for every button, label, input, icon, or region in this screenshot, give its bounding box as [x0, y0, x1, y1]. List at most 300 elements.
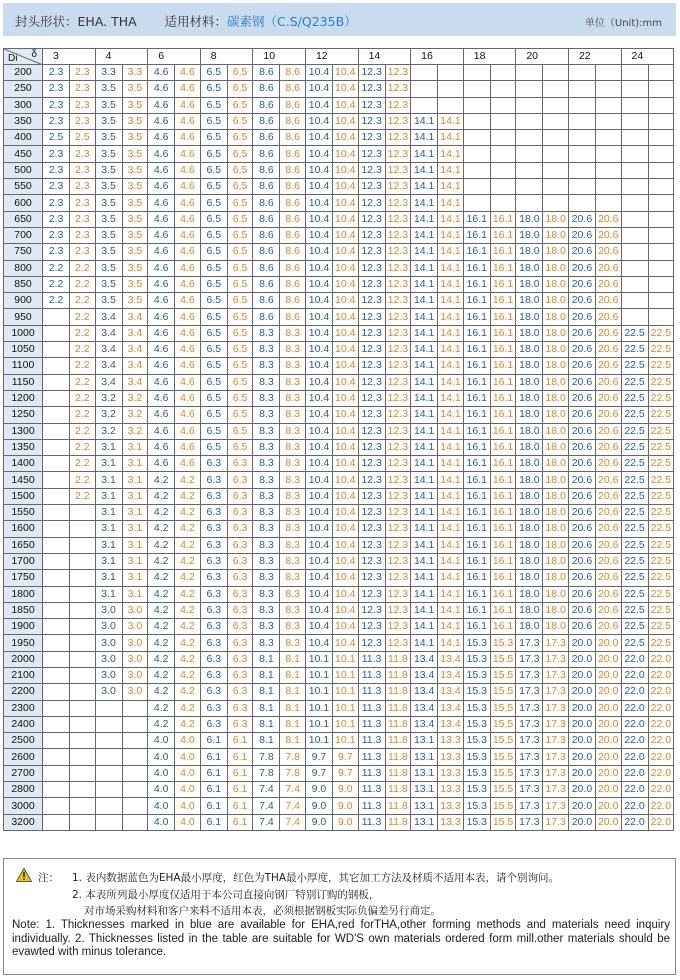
eha-cell: 4.6: [148, 162, 175, 178]
eha-cell: 8.6: [253, 162, 280, 178]
eha-cell: 10.4: [305, 570, 332, 586]
thickness-header: 8: [200, 49, 253, 65]
tha-cell: 4.6: [175, 97, 201, 113]
eha-cell: [463, 179, 490, 195]
tha-cell: 3.3: [122, 65, 148, 81]
tha-cell: 15.5: [490, 667, 516, 683]
eha-cell: 10.4: [305, 488, 332, 504]
tha-cell: [490, 81, 516, 97]
tha-cell: 13.4: [438, 667, 464, 683]
table-row: [4, 765, 674, 781]
eha-cell: 6.3: [200, 537, 227, 553]
tha-cell: 8.3: [280, 521, 306, 537]
di-cell: 2200: [4, 684, 43, 700]
eha-cell: 7.8: [253, 765, 280, 781]
eha-cell: 3.5: [95, 260, 122, 276]
tha-cell: 8.1: [280, 716, 306, 732]
di-cell: 750: [4, 244, 43, 260]
eha-cell: [43, 716, 70, 732]
tha-cell: 15.5: [490, 782, 516, 798]
eha-cell: [43, 798, 70, 814]
tha-cell: 16.1: [490, 244, 516, 260]
eha-cell: 10.4: [305, 195, 332, 211]
eha-cell: 8.3: [253, 374, 280, 390]
tha-cell: 12.3: [385, 211, 411, 227]
tha-cell: 14.1: [438, 635, 464, 651]
table-row: [4, 342, 674, 358]
eha-cell: 8.3: [253, 472, 280, 488]
tha-cell: [70, 635, 96, 651]
eha-cell: 10.1: [305, 651, 332, 667]
tha-cell: 8.6: [280, 81, 306, 97]
tha-cell: 8.3: [280, 456, 306, 472]
tha-cell: 2.2: [70, 260, 96, 276]
eha-cell: 20.6: [568, 211, 595, 227]
eha-cell: [621, 162, 648, 178]
material-label: 适用材料：: [164, 14, 228, 29]
thickness-header: 4: [95, 49, 148, 65]
tha-cell: 6.5: [227, 439, 253, 455]
tha-cell: [70, 716, 96, 732]
eha-cell: 4.2: [148, 651, 175, 667]
tha-cell: 17.3: [543, 716, 569, 732]
eha-cell: 16.1: [463, 537, 490, 553]
tha-cell: 4.2: [175, 635, 201, 651]
tha-cell: 6.5: [227, 293, 253, 309]
eha-cell: [43, 782, 70, 798]
eha-cell: 8.1: [253, 651, 280, 667]
eha-cell: 18.0: [516, 472, 543, 488]
eha-cell: 15.3: [463, 651, 490, 667]
eha-cell: 18.0: [516, 602, 543, 618]
tha-cell: 18.0: [543, 211, 569, 227]
tha-cell: 20.6: [595, 309, 621, 325]
eha-cell: 12.3: [358, 570, 385, 586]
eha-cell: 3.1: [95, 439, 122, 455]
eha-cell: 3.1: [95, 472, 122, 488]
eha-cell: 22.0: [621, 765, 648, 781]
eha-cell: 20.0: [568, 684, 595, 700]
di-cell: 1400: [4, 456, 43, 472]
eha-cell: 20.6: [568, 293, 595, 309]
eha-cell: 3.5: [95, 162, 122, 178]
tha-cell: 8.6: [280, 195, 306, 211]
eha-cell: 10.4: [305, 358, 332, 374]
eha-cell: 12.3: [358, 162, 385, 178]
eha-cell: 22.0: [621, 700, 648, 716]
tha-cell: [438, 81, 464, 97]
eha-cell: 6.5: [200, 146, 227, 162]
tha-cell: 17.3: [543, 733, 569, 749]
di-cell: 1300: [4, 423, 43, 439]
eha-cell: 4.2: [148, 619, 175, 635]
di-cell: 900: [4, 293, 43, 309]
thickness-header: 16: [411, 49, 464, 65]
tha-cell: 18.0: [543, 488, 569, 504]
di-cell: 3000: [4, 798, 43, 814]
tha-cell: 11.8: [385, 651, 411, 667]
eha-cell: 18.0: [516, 211, 543, 227]
eha-cell: 22.5: [621, 325, 648, 341]
eha-cell: 10.4: [305, 374, 332, 390]
eha-cell: 8.3: [253, 602, 280, 618]
tha-cell: 12.3: [385, 81, 411, 97]
tha-cell: 6.5: [227, 146, 253, 162]
warning-icon: [16, 868, 32, 882]
eha-cell: 14.1: [411, 439, 438, 455]
eha-cell: 14.1: [411, 130, 438, 146]
eha-cell: 22.5: [621, 570, 648, 586]
eha-cell: 2.3: [43, 97, 70, 113]
tha-cell: 3.5: [122, 162, 148, 178]
tha-cell: 3.5: [122, 260, 148, 276]
eha-cell: [95, 765, 122, 781]
eha-cell: 3.5: [95, 97, 122, 113]
tha-cell: [595, 97, 621, 113]
tha-cell: 14.1: [438, 537, 464, 553]
tha-cell: 2.3: [70, 65, 96, 81]
tha-cell: 20.6: [595, 586, 621, 602]
tha-cell: 8.3: [280, 342, 306, 358]
tha-cell: 8.6: [280, 276, 306, 292]
tha-cell: [70, 749, 96, 765]
eha-cell: [568, 81, 595, 97]
tha-cell: [648, 97, 674, 113]
tha-cell: [122, 798, 148, 814]
eha-cell: 6.3: [200, 472, 227, 488]
tha-cell: 18.0: [543, 602, 569, 618]
table-body: [4, 65, 674, 831]
thickness-header: 14: [358, 49, 411, 65]
eha-cell: 10.1: [305, 733, 332, 749]
tha-cell: 3.5: [122, 227, 148, 243]
table-row: [4, 179, 674, 195]
tha-cell: 13.3: [438, 798, 464, 814]
table-row: [4, 358, 674, 374]
tha-cell: 20.0: [595, 716, 621, 732]
eha-cell: 4.2: [148, 700, 175, 716]
eha-cell: [621, 211, 648, 227]
tha-cell: 12.3: [385, 244, 411, 260]
tha-cell: 10.4: [332, 81, 358, 97]
tha-cell: [70, 782, 96, 798]
tha-cell: 12.3: [385, 130, 411, 146]
eha-cell: 10.4: [305, 537, 332, 553]
di-cell: 1600: [4, 521, 43, 537]
table-row: [4, 814, 674, 830]
eha-cell: 6.5: [200, 309, 227, 325]
eha-cell: 20.6: [568, 358, 595, 374]
eha-cell: 8.3: [253, 553, 280, 569]
eha-cell: 17.3: [516, 700, 543, 716]
eha-cell: 14.1: [411, 456, 438, 472]
tha-cell: 22.5: [648, 423, 674, 439]
eha-cell: 18.0: [516, 505, 543, 521]
eha-cell: [43, 505, 70, 521]
eha-cell: 8.3: [253, 456, 280, 472]
tha-cell: 12.3: [385, 195, 411, 211]
tha-cell: 14.1: [438, 260, 464, 276]
eha-cell: [621, 179, 648, 195]
eha-cell: 4.0: [148, 749, 175, 765]
eha-cell: 12.3: [358, 97, 385, 113]
tha-cell: 10.4: [332, 162, 358, 178]
eha-cell: 7.4: [253, 814, 280, 830]
eha-cell: 3.1: [95, 521, 122, 537]
eha-cell: 12.3: [358, 619, 385, 635]
tha-cell: 10.4: [332, 374, 358, 390]
di-cell: 1250: [4, 407, 43, 423]
tha-cell: 8.6: [280, 113, 306, 129]
eha-cell: 6.5: [200, 390, 227, 406]
eha-cell: 6.3: [200, 456, 227, 472]
tha-cell: 22.5: [648, 456, 674, 472]
tha-cell: 3.2: [122, 423, 148, 439]
tha-cell: 14.1: [438, 521, 464, 537]
tha-cell: 4.6: [175, 439, 201, 455]
tha-cell: 12.3: [385, 553, 411, 569]
eha-cell: 4.0: [148, 814, 175, 830]
tha-cell: 12.3: [385, 586, 411, 602]
tha-cell: 3.5: [122, 130, 148, 146]
tha-cell: 4.2: [175, 651, 201, 667]
tha-cell: 12.3: [385, 97, 411, 113]
notes-label-zh: 注：: [38, 872, 59, 884]
eha-cell: [43, 684, 70, 700]
tha-cell: 14.1: [438, 309, 464, 325]
eha-cell: 14.1: [411, 227, 438, 243]
tha-cell: 8.1: [280, 684, 306, 700]
di-cell: 250: [4, 81, 43, 97]
eha-cell: 20.6: [568, 537, 595, 553]
eha-cell: 10.4: [305, 293, 332, 309]
eha-cell: 14.1: [411, 276, 438, 292]
tha-cell: 16.1: [490, 374, 516, 390]
eha-cell: 10.4: [305, 553, 332, 569]
tha-cell: 12.3: [385, 358, 411, 374]
eha-cell: 20.6: [568, 390, 595, 406]
eha-cell: [621, 244, 648, 260]
tha-cell: 16.1: [490, 553, 516, 569]
tha-cell: [122, 700, 148, 716]
tha-cell: 4.6: [175, 260, 201, 276]
tha-cell: 12.3: [385, 179, 411, 195]
di-cell: 1100: [4, 358, 43, 374]
eha-cell: 6.3: [200, 716, 227, 732]
eha-cell: 20.6: [568, 586, 595, 602]
tha-cell: 20.6: [595, 244, 621, 260]
eha-cell: 8.1: [253, 684, 280, 700]
eha-cell: 8.6: [253, 179, 280, 195]
tha-cell: 15.3: [490, 635, 516, 651]
eha-cell: [621, 260, 648, 276]
eha-cell: 12.3: [358, 635, 385, 651]
tha-cell: 15.5: [490, 700, 516, 716]
tha-cell: 4.6: [175, 407, 201, 423]
tha-cell: 4.2: [175, 684, 201, 700]
tha-cell: 22.5: [648, 553, 674, 569]
tha-cell: 4.2: [175, 488, 201, 504]
tha-cell: 20.6: [595, 260, 621, 276]
eha-cell: 6.1: [200, 749, 227, 765]
tha-cell: 20.6: [595, 488, 621, 504]
tha-cell: 3.0: [122, 651, 148, 667]
eha-cell: [95, 782, 122, 798]
tha-cell: 3.5: [122, 276, 148, 292]
eha-cell: 6.3: [200, 684, 227, 700]
tha-cell: 16.1: [490, 390, 516, 406]
eha-cell: 16.1: [463, 586, 490, 602]
tha-cell: 11.8: [385, 749, 411, 765]
eha-cell: 12.3: [358, 521, 385, 537]
eha-cell: 10.4: [305, 260, 332, 276]
tha-cell: 18.0: [543, 619, 569, 635]
eha-cell: 8.6: [253, 130, 280, 146]
tha-cell: 10.4: [332, 65, 358, 81]
tha-cell: 20.6: [595, 211, 621, 227]
thickness-header: 10: [253, 49, 306, 65]
tha-cell: 20.0: [595, 782, 621, 798]
table-row: [4, 439, 674, 455]
tha-cell: 6.3: [227, 586, 253, 602]
tha-cell: [70, 570, 96, 586]
eha-cell: [43, 537, 70, 553]
table-row: [4, 733, 674, 749]
tha-cell: 14.1: [438, 602, 464, 618]
di-cell: 1200: [4, 390, 43, 406]
tha-cell: 3.4: [122, 309, 148, 325]
table-row: [4, 407, 674, 423]
eha-cell: 6.5: [200, 276, 227, 292]
tha-cell: 14.1: [438, 407, 464, 423]
eha-cell: 15.3: [463, 716, 490, 732]
tha-cell: 15.5: [490, 765, 516, 781]
tha-cell: 20.6: [595, 439, 621, 455]
tha-cell: 17.3: [543, 667, 569, 683]
eha-cell: 14.1: [411, 423, 438, 439]
tha-cell: 20.6: [595, 276, 621, 292]
tha-cell: 12.3: [385, 390, 411, 406]
eha-cell: 6.5: [200, 342, 227, 358]
eha-cell: 12.3: [358, 537, 385, 553]
tha-cell: 20.0: [595, 733, 621, 749]
tha-cell: 16.1: [490, 211, 516, 227]
eha-cell: 3.0: [95, 667, 122, 683]
tha-cell: 6.5: [227, 211, 253, 227]
eha-cell: 3.1: [95, 570, 122, 586]
tha-cell: 16.1: [490, 325, 516, 341]
di-cell: 500: [4, 162, 43, 178]
tha-cell: 18.0: [543, 309, 569, 325]
eha-cell: 11.3: [358, 782, 385, 798]
tha-cell: [70, 651, 96, 667]
tha-cell: 2.2: [70, 276, 96, 292]
tha-cell: 13.3: [438, 765, 464, 781]
eha-cell: 14.1: [411, 309, 438, 325]
eha-cell: 18.0: [516, 619, 543, 635]
eha-cell: 14.1: [411, 521, 438, 537]
table-row: [4, 700, 674, 716]
eha-cell: 15.3: [463, 700, 490, 716]
tha-cell: 10.4: [332, 358, 358, 374]
tha-cell: 4.2: [175, 570, 201, 586]
tha-cell: 10.4: [332, 113, 358, 129]
eha-cell: 8.3: [253, 407, 280, 423]
tha-cell: 17.3: [543, 684, 569, 700]
tha-cell: 8.3: [280, 390, 306, 406]
eha-cell: 4.6: [148, 227, 175, 243]
tha-cell: 10.4: [332, 195, 358, 211]
eha-cell: 8.3: [253, 423, 280, 439]
tha-cell: 8.6: [280, 130, 306, 146]
tha-cell: [70, 684, 96, 700]
tha-cell: 2.3: [70, 244, 96, 260]
table-row: [4, 651, 674, 667]
table-row: [4, 244, 674, 260]
thickness-header: 20: [516, 49, 569, 65]
eha-cell: 3.1: [95, 505, 122, 521]
tha-cell: 10.1: [332, 700, 358, 716]
tha-cell: 12.3: [385, 472, 411, 488]
di-cell: 650: [4, 211, 43, 227]
eha-cell: [516, 97, 543, 113]
eha-cell: 4.6: [148, 439, 175, 455]
tha-cell: 14.1: [438, 472, 464, 488]
tha-cell: 20.0: [595, 749, 621, 765]
eha-cell: 14.1: [411, 358, 438, 374]
eha-cell: 14.1: [411, 179, 438, 195]
tha-cell: 3.5: [122, 211, 148, 227]
eha-cell: 6.5: [200, 113, 227, 129]
tha-cell: 6.5: [227, 244, 253, 260]
tha-cell: 13.4: [438, 684, 464, 700]
eha-cell: 16.1: [463, 260, 490, 276]
eha-cell: 6.3: [200, 586, 227, 602]
eha-cell: 3.0: [95, 684, 122, 700]
tha-cell: 20.0: [595, 765, 621, 781]
tha-cell: 8.3: [280, 570, 306, 586]
tha-cell: 10.4: [332, 488, 358, 504]
eha-cell: 22.5: [621, 537, 648, 553]
tha-cell: [595, 195, 621, 211]
eha-cell: 10.4: [305, 423, 332, 439]
di-cell: 1950: [4, 635, 43, 651]
eha-cell: 6.5: [200, 325, 227, 341]
eha-cell: 10.4: [305, 602, 332, 618]
eha-cell: 18.0: [516, 342, 543, 358]
eha-cell: [463, 65, 490, 81]
tha-cell: 2.2: [70, 407, 96, 423]
tha-cell: 20.6: [595, 472, 621, 488]
eha-cell: 18.0: [516, 488, 543, 504]
tha-cell: 6.3: [227, 602, 253, 618]
eha-cell: 20.6: [568, 553, 595, 569]
tha-cell: 6.5: [227, 309, 253, 325]
eha-cell: 10.1: [305, 667, 332, 683]
tha-cell: 22.5: [648, 586, 674, 602]
tha-cell: 6.1: [227, 733, 253, 749]
material-value: 碳素钢（C.S/Q235B）: [227, 14, 357, 29]
eha-cell: 8.6: [253, 81, 280, 97]
eha-cell: 3.5: [95, 244, 122, 260]
tha-cell: 12.3: [385, 374, 411, 390]
eha-cell: 4.2: [148, 505, 175, 521]
eha-cell: 10.1: [305, 684, 332, 700]
tha-cell: 10.4: [332, 586, 358, 602]
tha-cell: 12.3: [385, 260, 411, 276]
eha-cell: 7.4: [253, 782, 280, 798]
eha-cell: 11.3: [358, 798, 385, 814]
